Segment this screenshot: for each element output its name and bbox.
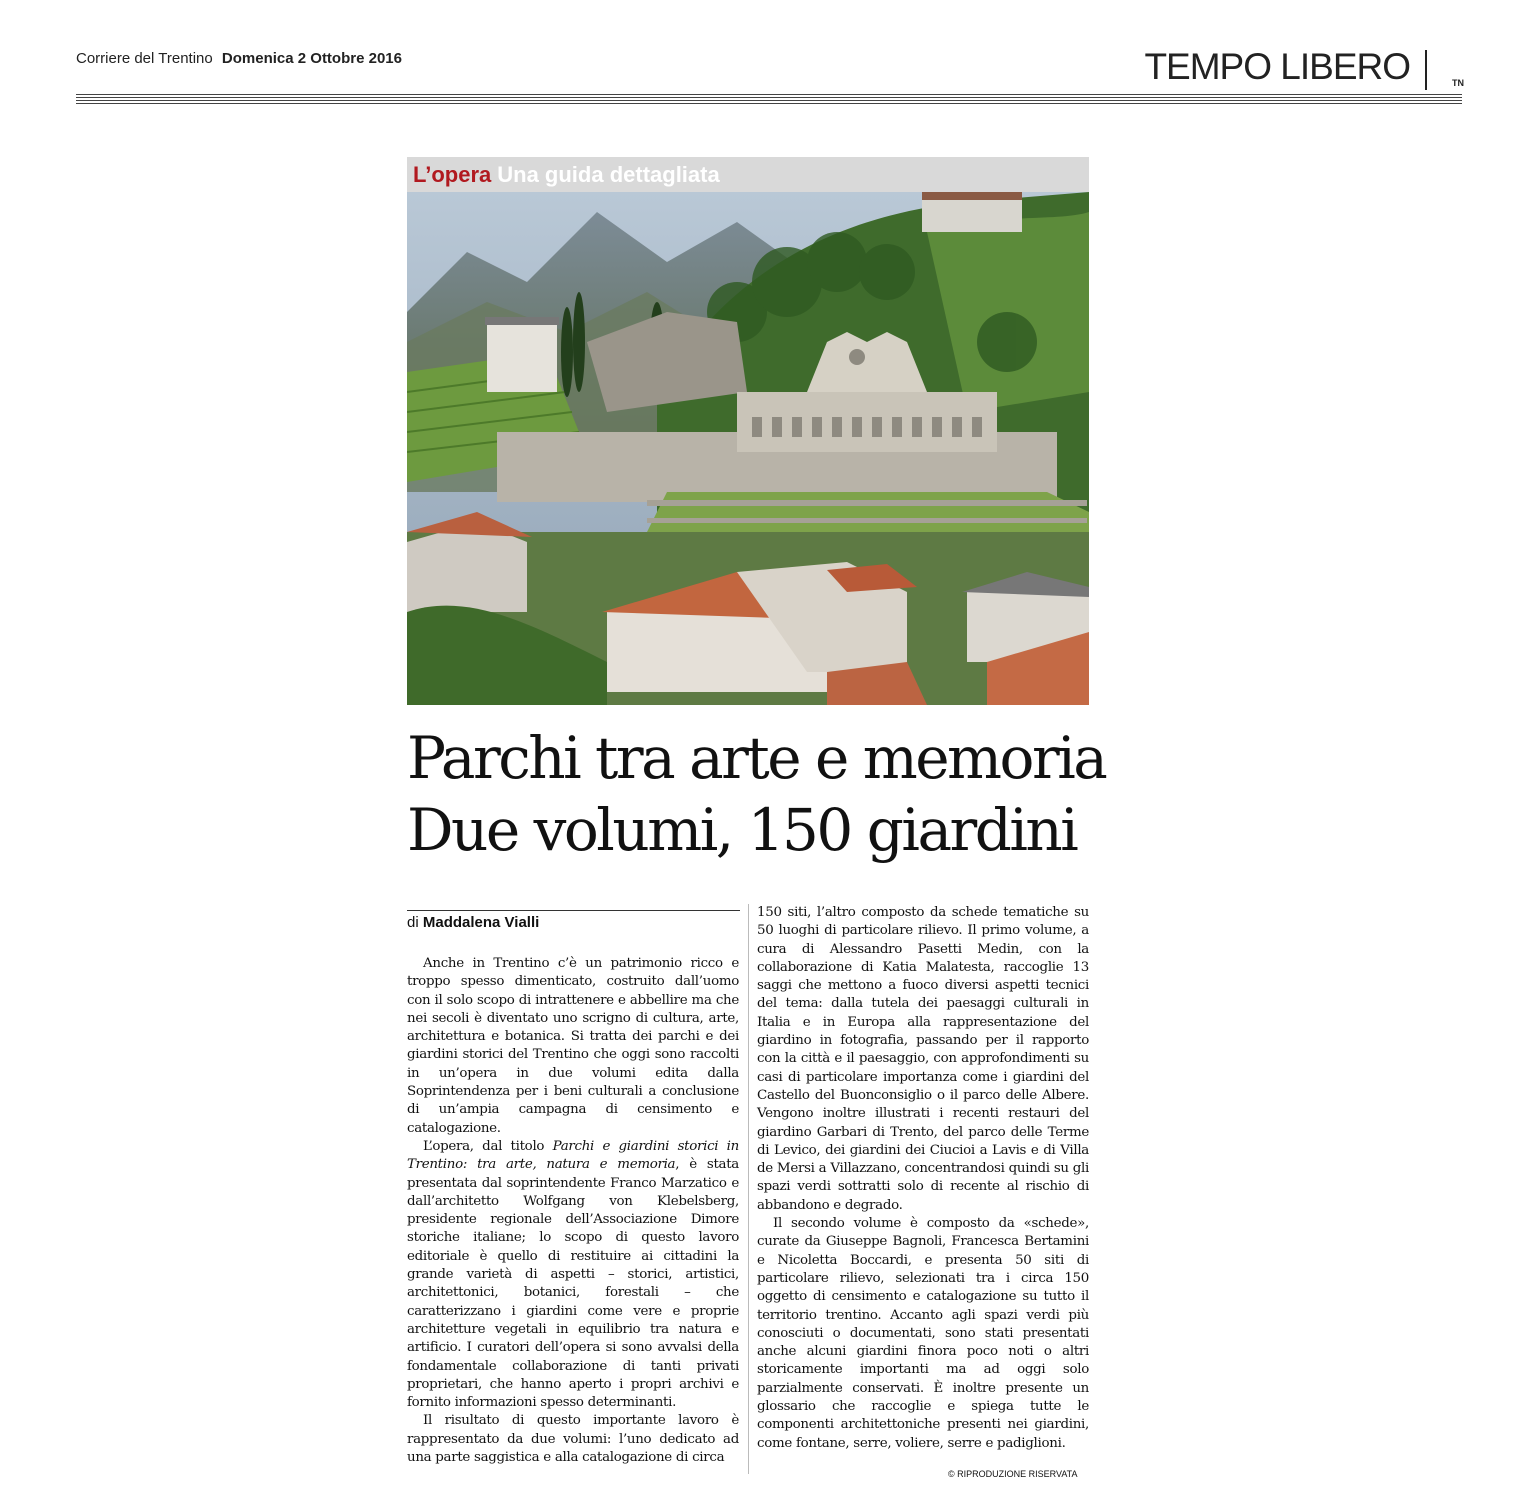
copyright-notice: © RIPRODUZIONE RISERVATA — [948, 1469, 1078, 1479]
section-title: TEMPO LIBERO — [1144, 46, 1410, 87]
article-text: , è stata presentata dal soprintendente Franco Marzatico e dall’architetto Wolfgang von Klebelsberg, presidente regionale dell’Associazione Dimore storiche italiane; lo scopo di questo lavoro editoriale è quello di restituire ai cittadini la grande varietà di aspetti – storici, artistici, architettonici, botanici, forestali – che caratterizzano i giardini come vere e proprie architetture vegetali in equilibrio tra natura e artificio. I curatori dell’opera si sono avvalsi della fondamentale collaborazione di tanti privati proprietari, che hanno aperto i propri archivi e fornito informazioni spesso determinanti. — [407, 1157, 739, 1411]
section-code: TN — [1452, 78, 1464, 88]
article-paragraph: Il secondo volume è composto da «schede», curate da Giuseppe Bagnoli, Francesca Bertamini e Nicoletta Boccardi, e presenta 50 siti di particolare rilievo, selezionati tra i circa 150 oggetto di censimento e catalogazione su tutto il territorio trentino. Accanto agli spazi verdi più conosciuti o documentati, sono stati presentati anche alcuni giardini finora poco noti o altri storicamente importanti ma ad oggi solo parzialmente conservati. È inoltre presente un glossario che raccoglie e spiega tutte le componenti architettoniche presenti nei giardini, come fontane, serre, voliere, serre e padiglioni. — [757, 1216, 1089, 1451]
byline-author: Maddalena Vialli — [422, 914, 540, 931]
newspaper-name: Corriere del Trentino — [76, 50, 213, 67]
issue-date: Domenica 2 Ottobre 2016 — [221, 50, 402, 67]
byline-rule — [407, 910, 740, 911]
article-photo — [407, 192, 1089, 705]
headline — [407, 722, 1107, 866]
article-column-2 — [757, 904, 1089, 1453]
masthead-info — [76, 50, 402, 67]
kicker-bar — [407, 157, 1089, 192]
kicker-text: Una guida dettagliata — [497, 162, 720, 187]
headline-line-1: Parchi tra arte e memoria — [407, 724, 1106, 792]
byline — [407, 914, 539, 931]
section-divider — [1425, 50, 1427, 90]
kicker-label: L’opera — [413, 162, 492, 187]
photo-landscape-icon — [407, 192, 1089, 705]
article-paragraph: 150 siti, l’altro composto da schede tematiche su 50 luoghi di particolare rilievo. Il primo volume, a cura di Alessandro Pasetti Medin, con la collaborazione di Katia Malatesta, raccoglie 13 saggi che mettono a fuoco diversi aspetti tecnici del tema: dalla tutela dei paesaggi culturali in Italia e in Europa alla rappresentazione del giardino in fotografia, passando per il rapporto con la città e il paesaggio, con approfondimenti su casi di particolare importanza come i giardini del Castello del Buonconsiglio o il parco delle Albere. Vengono inoltre illustrati i recenti restauri del giardino Garbari di Trento, del parco delle Terme di Levico, dei giardini dei Ciucioi a Lavis e di Villa de Mersi a Villazzano, concentrandosi quindi su gli spazi verdi sottratti solo di recente al rischio di abbandono e degrado. — [757, 905, 1089, 1213]
header-rule — [76, 94, 1462, 106]
book-title: Parchi e giardini storici in Trentino: tra arte, natura e memoria — [407, 1138, 739, 1173]
article-paragraph: Anche in Trentino c’è un patrimonio ricco e troppo spesso dimenticato, costruito dall’uomo con il solo scopo di intrattenere e abbellire ma che nei secoli è diventato uno scrigno di cultura, arte, architettura e botanica. Si tratta dei parchi e dei giardini storici del Trentino che oggi sono raccolti in un’opera in due volumi edita dalla Soprintendenza per i beni culturali a conclusione di un’ampia campagna di censimento e catalogazione. — [407, 956, 739, 1136]
article-paragraph: Il risultato di questo importante lavoro è rappresentato da due volumi: l’uno dedicato ad una parte saggistica e alla catalogazione di circa — [407, 1413, 739, 1466]
article-paragraph — [407, 1138, 739, 1412]
column-divider — [748, 904, 749, 1474]
article-column-1 — [407, 955, 739, 1467]
article-text: L’opera, dal titolo — [423, 1138, 545, 1154]
headline-line-2: Due volumi, 150 giardini — [407, 796, 1077, 864]
byline-prefix: di — [407, 914, 419, 931]
